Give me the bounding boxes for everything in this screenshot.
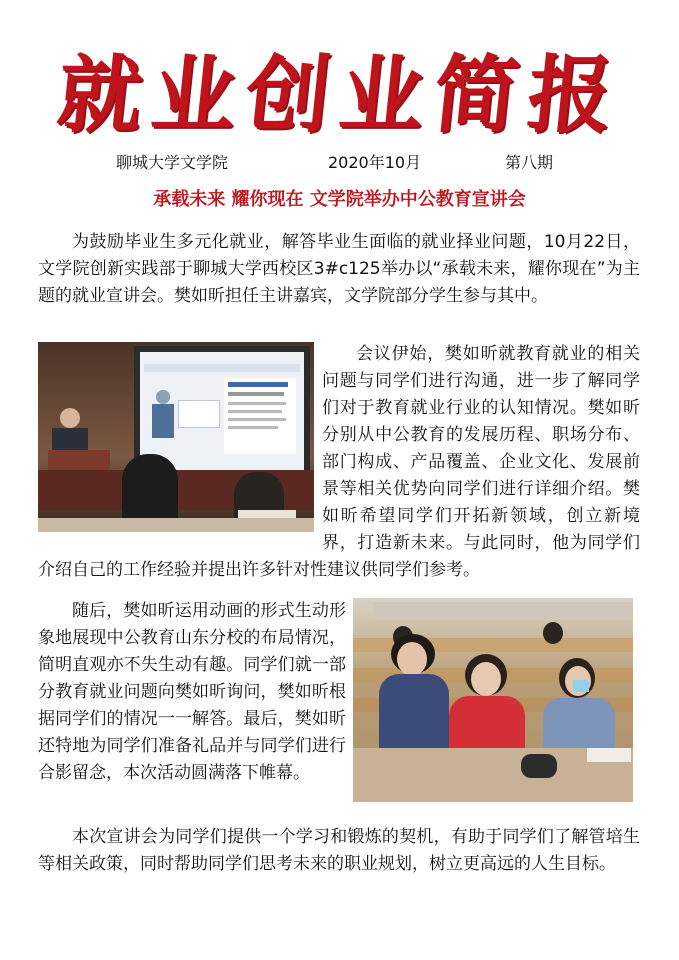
audience-photo	[353, 598, 633, 802]
department-name: 聊城大学文学院	[116, 153, 229, 172]
article-paragraph-2-text: 会议伊始，樊如昕就教育就业的相关问题与同学们进行沟通，进一步了解同学们对于教育就业行业的认知情况。樊如昕分别从中公教育的发展历程、职场分布、部门构成、产品覆盖、企业文化、发展前景等相关优势向同学们进行详细介绍。樊如昕希望同学们开拓新领域，创立新境界，打造新未来。与此同时，他为同学们介绍自己的工作经验并提出许多针对性建议供同学们参考。	[38, 344, 640, 580]
article-headline: 承载未来 耀你现在 文学院举办中公教育宣讲会	[153, 189, 526, 210]
article-paragraph-3-text: 随后，樊如昕运用动画的形式生动形象地展现中公教育山东分校的布局情况，简明直观亦不失生动有趣。同学们就一部分教育就业问题向樊如昕询问，樊如昕根据同学们的情况一一解答。最后，樊如昕还特地为同学们准备礼品并与同学们进行合影留念，本次活动圆满落下帷幕。	[38, 601, 346, 783]
issue-number: 第八期	[505, 153, 554, 172]
lecture-photo	[38, 342, 314, 532]
article-paragraph-1: 为鼓励毕业生多元化就业，解答毕业生面临的就业择业问题，10月22日，文学院创新实践部于聊城大学西校区3#c125举办以“承载未来，耀你现在”为主题的就业宣讲会。樊如昕担任主讲嘉宾，文学院部分学生参与其中。	[38, 232, 640, 306]
issue-date: 2020年10月	[328, 153, 422, 172]
masthead-title: 就业创业简报	[52, 45, 628, 144]
issue-info-line	[0, 150, 679, 172]
article-paragraph-4: 本次宣讲会为同学们提供一个学习和锻炼的契机，有助于同学们了解管培生等相关政策，同时帮助同学们思考未来的职业规划，树立更高远的人生目标。	[38, 827, 640, 874]
